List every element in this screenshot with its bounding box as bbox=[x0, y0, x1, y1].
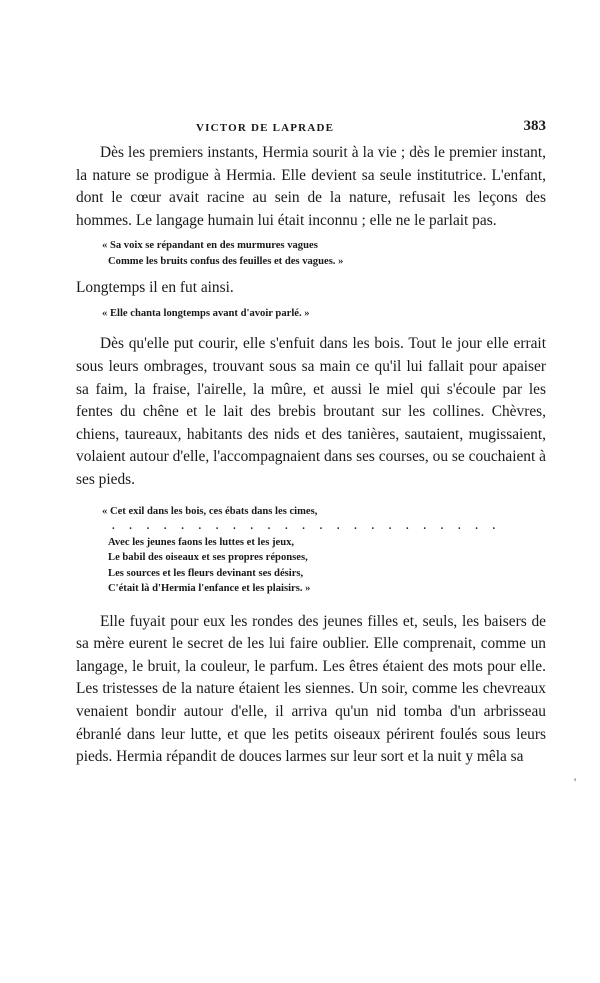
verse-line: Les sources et les fleurs devinant ses désirs, bbox=[108, 567, 304, 579]
running-head bbox=[76, 118, 546, 140]
verse-line: Le babil des oiseaux et ses propres réponses, bbox=[108, 552, 308, 564]
verse-quote-2 bbox=[102, 306, 546, 322]
paragraph-3: Dès qu'elle put courir, elle s'enfuit dans les bois. Tout le jour elle errait sous leurs ombrages, trouvant sous sa main ce qu'il lui fallait pour apaiser sa faim, la fraise, l'airelle, la mûre, et aussi le miel qui s'écoule par les fentes du chêne et le lait des brebis broutant sur les collines. Chèvres, chiens, taureaux, habitants des nids et des tanières, sautaient, mugissaient, volaient autour d'elle, l'accompagnaient dans ses courses, ou se couchaient à ses pieds. bbox=[76, 335, 546, 489]
stray-mark: ' bbox=[574, 775, 577, 789]
page-number: 383 bbox=[523, 118, 546, 134]
verse-line: « Cet exil dans les bois, ces ébats dans les cimes, bbox=[102, 505, 318, 517]
verse-line: « Sa voix se répandant en des murmures vagues bbox=[102, 240, 318, 252]
paragraph-1: Dès les premiers instants, Hermia sourit à la vie ; dès le premier instant, la nature se prodigue à Hermia. Elle devient sa seule institutrice. L'enfant, dont le cœur avait racine au sein de la nature, refusait les leçons des hommes. Le langage humain lui était inconnu ; elle ne le parlait pas. bbox=[76, 144, 546, 229]
paragraph-2: Longtemps il en fut ainsi. bbox=[76, 279, 234, 297]
running-title: VICTOR DE LAPRADE bbox=[196, 122, 335, 134]
verse-quote-3 bbox=[102, 504, 546, 597]
verse-line: C'était là d'Hermia l'enfance et les plaisirs. » bbox=[108, 583, 311, 595]
body-text bbox=[76, 142, 546, 769]
ellipsis-dots: . . . . . . . . . . . . . . . . . . . . . . . bbox=[112, 521, 502, 533]
verse-line: Comme les bruits confus des feuilles et des vagues. » bbox=[108, 255, 344, 267]
verse-line: « Elle chanta longtemps avant d'avoir parlé. » bbox=[102, 307, 310, 319]
verse-quote-1 bbox=[102, 238, 546, 269]
paragraph-4: Elle fuyait pour eux les rondes des jeunes filles et, seuls, les baisers de sa mère eurent le secret de les lui faire oublier. Elle comprenait, comme un langage, le bruit, la couleur, le parfum. Les êtres étaient des mots pour elle. Les tristesses de la nature étaient les siennes. Un soir, comme les chevreaux venaient bondir autour d'elle, il arriva qu'un nid tomba d'un arbrisseau ébranlé dans leur lutte, et que les petits oiseaux périrent foulés sous leurs pieds. Hermia répandit de douces larmes sur leur sort et la nuit y mêla sa bbox=[76, 612, 546, 766]
verse-line: Avec les jeunes faons les luttes et les jeux, bbox=[108, 536, 295, 548]
